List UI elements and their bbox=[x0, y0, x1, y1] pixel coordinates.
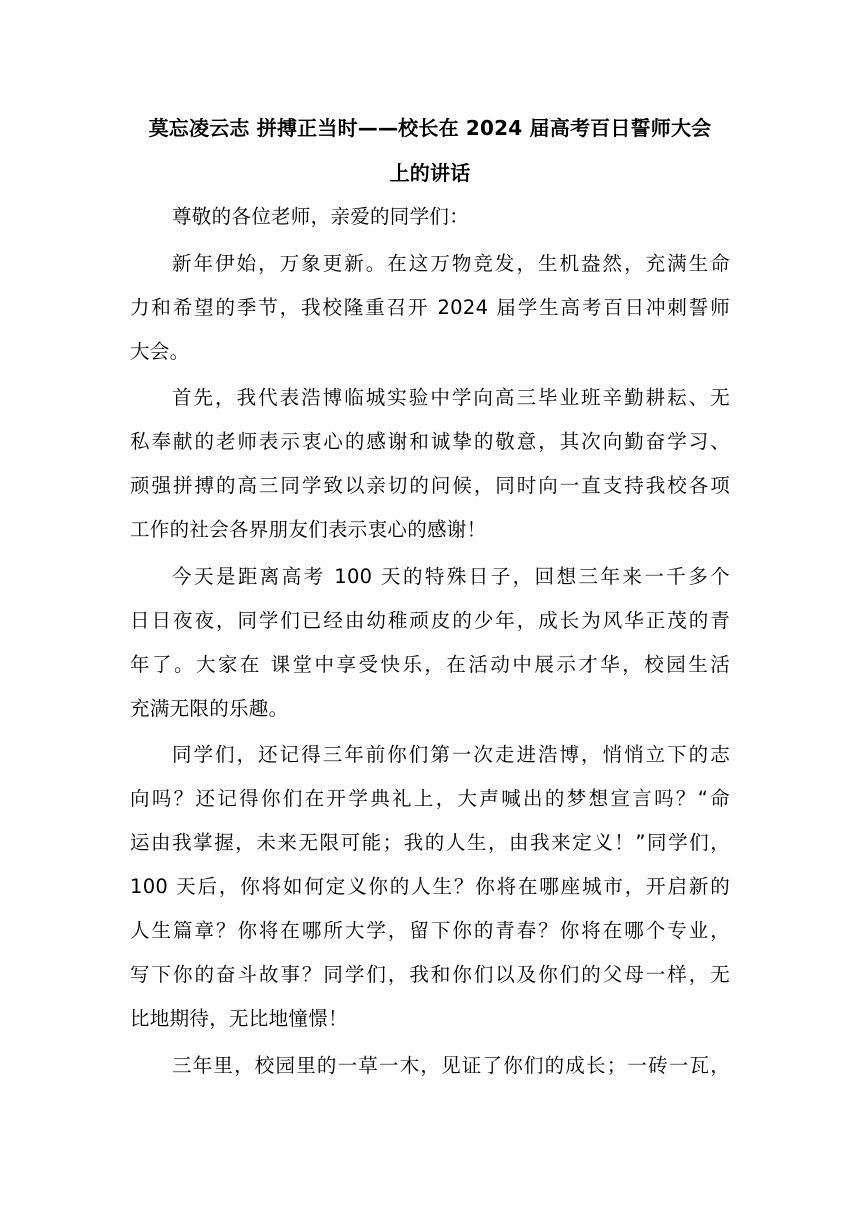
document-title-line-1: 莫忘凌云志 拼搏正当时——校长在 2024 届高考百日誓师大会 bbox=[148, 116, 712, 140]
paragraph-line: 写下你的奋斗故事？同学们，我和你们以及你们的父母一样，无 bbox=[130, 963, 730, 986]
paragraph-line: 运由我掌握，未来无限可能；我的人生，由我来定义！”同学们， bbox=[130, 831, 730, 854]
salutation: 尊敬的各位老师，亲爱的同学们： bbox=[172, 205, 470, 228]
paragraph-line: 新年伊始，万象更新。在这万物竞发，生机盎然，充满生命 bbox=[172, 252, 730, 275]
paragraph-line: 年了。大家在 课堂中享受快乐，在活动中展示才华，校园生活 bbox=[130, 653, 730, 676]
paragraph-line: 顽强拼搏的高三同学致以亲切的问候，同时向一直支持我校各项 bbox=[130, 474, 730, 497]
paragraph-line: 100 天后，你将如何定义你的人生？你将在哪座城市，开启新的 bbox=[130, 875, 730, 898]
paragraph-line: 同学们，还记得三年前你们第一次走进浩博，悄悄立下的志 bbox=[172, 743, 730, 766]
paragraph-line: 比地期待，无比地憧憬！ bbox=[130, 1007, 348, 1030]
paragraph-line: 日日夜夜，同学们已经由幼稚顽皮的少年，成长为风华正茂的青 bbox=[130, 609, 730, 632]
paragraph-line: 工作的社会各界朋友们表示衷心的感谢！ bbox=[130, 518, 487, 541]
paragraph-line: 首先，我代表浩博临城实验中学向高三毕业班辛勤耕耘、无 bbox=[172, 386, 730, 409]
paragraph-line: 充满无限的乐趣。 bbox=[130, 697, 289, 720]
document-title-line-2: 上的讲话 bbox=[389, 161, 471, 185]
paragraph-line: 向吗？还记得你们在开学典礼上，大声喊出的梦想宣言吗？“命 bbox=[130, 787, 730, 810]
paragraph-line: 私奉献的老师表示衷心的感谢和诚挚的敬意，其次向勤奋学习、 bbox=[130, 430, 730, 453]
paragraph-line: 今天是距离高考 100 天的特殊日子，回想三年来一千多个 bbox=[172, 565, 730, 588]
paragraph-line: 三年里，校园里的一草一木，见证了你们的成长；一砖一瓦， bbox=[172, 1054, 730, 1077]
paragraph-line: 人生篇章？你将在哪所大学，留下你的青春？你将在哪个专业， bbox=[130, 919, 730, 942]
paragraph-line: 力和希望的季节，我校隆重召开 2024 届学生高考百日冲刺誓师 bbox=[130, 296, 730, 319]
paragraph-line: 大会。 bbox=[130, 340, 190, 363]
